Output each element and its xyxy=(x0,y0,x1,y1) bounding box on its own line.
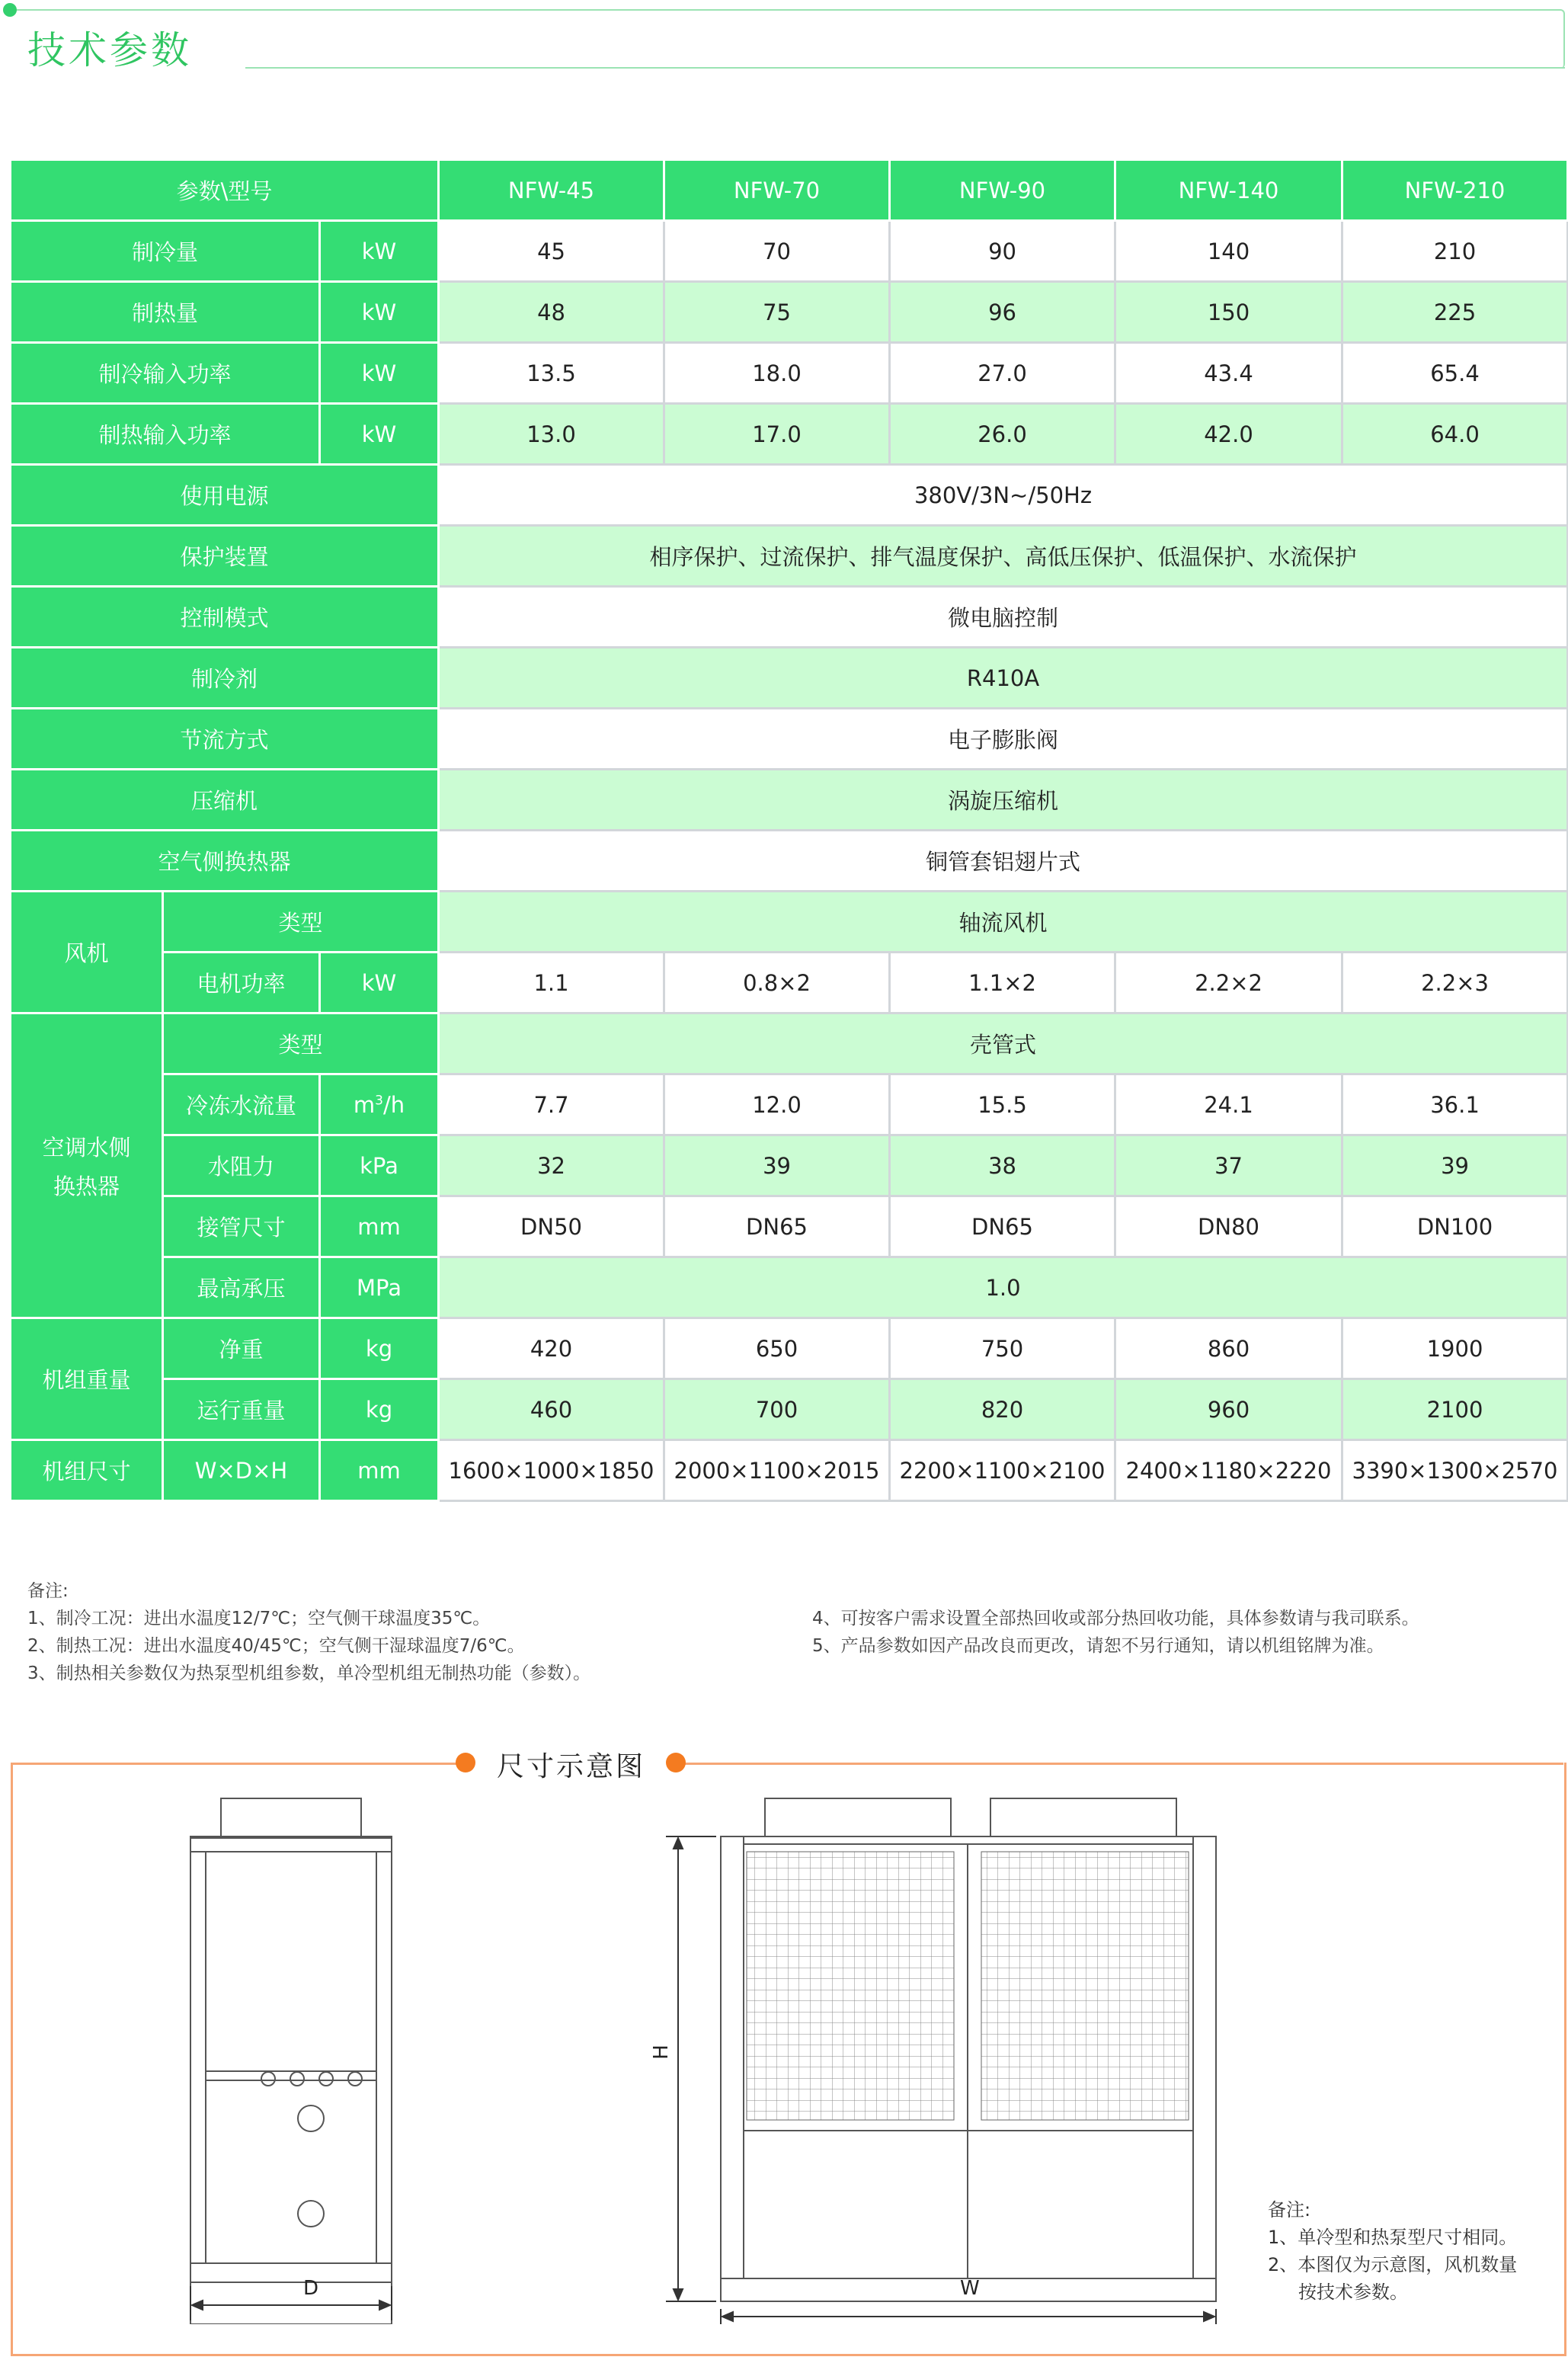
table-cell: 17.0 xyxy=(664,404,890,465)
group-label-size: 机组尺寸 xyxy=(11,1440,163,1501)
table-cell: 43.4 xyxy=(1115,343,1342,404)
diagram-notes-heading: 备注: xyxy=(1268,2199,1311,2221)
table-header-row xyxy=(11,160,1568,221)
coil-grid-right xyxy=(981,1852,1189,2120)
table-row xyxy=(11,1257,1568,1318)
table-cell: 0.8×2 xyxy=(664,953,890,1013)
table-cell: 150 xyxy=(1115,282,1342,343)
table-cell: DN50 xyxy=(439,1196,664,1257)
model-header: NFW-210 xyxy=(1342,160,1568,221)
row-label: 电机功率 xyxy=(163,953,320,1013)
note-item: 1、制冷工况：进出水温度12/7℃；空气侧干球温度35℃。 xyxy=(27,1609,491,1628)
table-row xyxy=(11,343,1568,404)
group-label-fan: 风机 xyxy=(11,892,163,1013)
table-cell: 铜管套铝翅片式 xyxy=(439,831,1568,892)
table-cell: 38 xyxy=(890,1135,1115,1196)
table-cell: 42.0 xyxy=(1115,404,1342,465)
table-row xyxy=(11,221,1568,282)
corner-header: 参数\型号 xyxy=(11,160,439,221)
spec-table xyxy=(9,159,1568,1502)
table-cell: 微电脑控制 xyxy=(439,587,1568,648)
table-cell: 65.4 xyxy=(1342,343,1568,404)
table-cell: 7.7 xyxy=(439,1074,664,1135)
table-cell: DN65 xyxy=(890,1196,1115,1257)
row-unit: mm xyxy=(320,1196,439,1257)
front-view-drawing xyxy=(655,1791,1234,2324)
table-cell: 70 xyxy=(664,221,890,282)
table-cell: 90 xyxy=(890,221,1115,282)
note-item: 4、可按客户需求设置全部热回收或部分热回收功能，具体参数请与我司联系。 xyxy=(812,1609,1419,1628)
row-label: 压缩机 xyxy=(11,770,439,831)
table-cell: 2.2×3 xyxy=(1342,953,1568,1013)
table-row xyxy=(11,1074,1568,1135)
row-label: 接管尺寸 xyxy=(163,1196,320,1257)
header-frame xyxy=(17,9,1565,69)
table-cell: 39 xyxy=(664,1135,890,1196)
table-cell: 48 xyxy=(439,282,664,343)
row-unit: MPa xyxy=(320,1257,439,1318)
row-unit: kW xyxy=(320,953,439,1013)
table-cell: 13.0 xyxy=(439,404,664,465)
row-label: 制热输入功率 xyxy=(11,404,320,465)
table-cell: 18.0 xyxy=(664,343,890,404)
unit-base: m xyxy=(353,1091,376,1118)
table-row xyxy=(11,770,1568,831)
row-label: 水阻力 xyxy=(163,1135,320,1196)
table-cell: 460 xyxy=(439,1379,664,1440)
row-label: 类型 xyxy=(163,1013,439,1074)
row-label: 类型 xyxy=(163,892,439,953)
table-cell: 26.0 xyxy=(890,404,1115,465)
table-cell: 壳管式 xyxy=(439,1013,1568,1074)
dimension-label-w: W xyxy=(960,2277,980,2300)
unit-sup: 3 xyxy=(375,1092,383,1108)
table-cell: 轴流风机 xyxy=(439,892,1568,953)
table-cell: 650 xyxy=(664,1318,890,1379)
diagram-note-item: 2、本图仅为示意图，风机数量 xyxy=(1268,2254,1518,2275)
note-item: 2、制热工况：进出水温度40/45℃；空气侧干湿球温度7/6℃。 xyxy=(27,1636,525,1656)
table-row xyxy=(11,831,1568,892)
row-label: 最高承压 xyxy=(163,1257,320,1318)
row-unit: kW xyxy=(320,282,439,343)
table-cell: 820 xyxy=(890,1379,1115,1440)
table-row xyxy=(11,282,1568,343)
row-unit: kW xyxy=(320,404,439,465)
table-cell: 15.5 xyxy=(890,1074,1115,1135)
table-row xyxy=(11,1440,1568,1501)
table-cell: R410A xyxy=(439,648,1568,709)
row-label: W×D×H xyxy=(163,1440,320,1501)
table-cell: 750 xyxy=(890,1318,1115,1379)
row-label: 制冷输入功率 xyxy=(11,343,320,404)
table-cell: 75 xyxy=(664,282,890,343)
table-cell: 700 xyxy=(664,1379,890,1440)
table-cell: 45 xyxy=(439,221,664,282)
table-cell: 相序保护、过流保护、排气温度保护、高低压保护、低温保护、水流保护 xyxy=(439,526,1568,587)
row-label: 使用电源 xyxy=(11,465,439,526)
diagram-notes xyxy=(1268,2196,1517,2306)
header-rule xyxy=(245,67,1565,69)
table-cell: 860 xyxy=(1115,1318,1342,1379)
dimension-label-h: H xyxy=(649,2045,673,2060)
model-header: NFW-90 xyxy=(890,160,1115,221)
table-cell: DN65 xyxy=(664,1196,890,1257)
table-row xyxy=(11,465,1568,526)
table-cell: 64.0 xyxy=(1342,404,1568,465)
table-cell: 96 xyxy=(890,282,1115,343)
row-label: 冷冻水流量 xyxy=(163,1074,320,1135)
table-cell: 3390×1300×2570 xyxy=(1342,1440,1568,1501)
table-cell: 37 xyxy=(1115,1135,1342,1196)
notes-heading: 备注: xyxy=(27,1581,69,1601)
row-label: 制热量 xyxy=(11,282,320,343)
table-row xyxy=(11,587,1568,648)
table-cell: DN100 xyxy=(1342,1196,1568,1257)
table-cell: 2200×1100×2100 xyxy=(890,1440,1115,1501)
table-row xyxy=(11,709,1568,770)
row-unit: kg xyxy=(320,1379,439,1440)
note-item: 3、制热相关参数仅为热泵型机组参数，单冷型机组无制热功能（参数）。 xyxy=(27,1664,591,1683)
model-header: NFW-45 xyxy=(439,160,664,221)
table-cell: 36.1 xyxy=(1342,1074,1568,1135)
row-label: 空气侧换热器 xyxy=(11,831,439,892)
row-label: 控制模式 xyxy=(11,587,439,648)
notes-left xyxy=(27,1577,590,1687)
group-label-water-exchanger xyxy=(11,1013,163,1318)
table-row xyxy=(11,1379,1568,1440)
table-cell: 2400×1180×2220 xyxy=(1115,1440,1342,1501)
table-row xyxy=(11,1196,1568,1257)
table-cell: 2000×1100×2015 xyxy=(664,1440,890,1501)
row-unit: kW xyxy=(320,221,439,282)
coil-grid-left xyxy=(747,1852,954,2120)
table-cell: 960 xyxy=(1115,1379,1342,1440)
table-cell: 27.0 xyxy=(890,343,1115,404)
row-label: 制冷剂 xyxy=(11,648,439,709)
table-cell: 12.0 xyxy=(664,1074,890,1135)
row-label: 保护装置 xyxy=(11,526,439,587)
table-cell: 13.5 xyxy=(439,343,664,404)
group-label-weight: 机组重量 xyxy=(11,1318,163,1440)
table-row xyxy=(11,1013,1568,1074)
table-cell: 电子膨胀阀 xyxy=(439,709,1568,770)
table-cell: 140 xyxy=(1115,221,1342,282)
table-cell: 32 xyxy=(439,1135,664,1196)
model-header: NFW-140 xyxy=(1115,160,1342,221)
table-cell: DN80 xyxy=(1115,1196,1342,1257)
row-label: 净重 xyxy=(163,1318,320,1379)
row-unit: mm xyxy=(320,1440,439,1501)
row-label: 制冷量 xyxy=(11,221,320,282)
row-unit xyxy=(320,1074,439,1135)
row-unit: kPa xyxy=(320,1135,439,1196)
model-header: NFW-70 xyxy=(664,160,890,221)
table-cell: 225 xyxy=(1342,282,1568,343)
row-unit: kg xyxy=(320,1318,439,1379)
table-cell: 24.1 xyxy=(1115,1074,1342,1135)
table-cell: 1900 xyxy=(1342,1318,1568,1379)
row-label: 节流方式 xyxy=(11,709,439,770)
table-row xyxy=(11,892,1568,953)
note-item: 5、产品参数如因产品改良而更改，请恕不另行通知，请以机组铭牌为准。 xyxy=(812,1636,1384,1656)
table-cell: 380V/3N~/50Hz xyxy=(439,465,1568,526)
unit-tail: /h xyxy=(382,1091,405,1118)
diagram-frame-top-left xyxy=(11,1763,459,1765)
table-cell: 420 xyxy=(439,1318,664,1379)
diagram-frame-top-right xyxy=(678,1763,1563,1765)
table-cell: 1.0 xyxy=(439,1257,1568,1318)
dimension-label-d: D xyxy=(303,2277,319,2300)
table-row xyxy=(11,648,1568,709)
table-cell: 210 xyxy=(1342,221,1568,282)
table-row xyxy=(11,1135,1568,1196)
notes-right xyxy=(812,1605,1419,1660)
row-label: 运行重量 xyxy=(163,1379,320,1440)
header-dot-icon xyxy=(3,3,17,17)
table-cell: 涡旋压缩机 xyxy=(439,770,1568,831)
table-row xyxy=(11,404,1568,465)
diagram-note-item: 1、单冷型和热泵型尺寸相同。 xyxy=(1268,2227,1518,2248)
table-row xyxy=(11,1318,1568,1379)
table-cell: 2100 xyxy=(1342,1379,1568,1440)
group-label-line: 空调水侧 xyxy=(42,1134,131,1161)
table-row xyxy=(11,953,1568,1013)
diagram-title: 尺寸示意图 xyxy=(497,1751,646,1782)
table-cell: 1.1 xyxy=(439,953,664,1013)
side-view-drawing xyxy=(175,1791,465,2324)
table-cell: 39 xyxy=(1342,1135,1568,1196)
diagram-note-item: 按技术参数。 xyxy=(1298,2282,1408,2303)
table-row xyxy=(11,526,1568,587)
table-cell: 1600×1000×1850 xyxy=(439,1440,664,1501)
title-dot-icon xyxy=(666,1753,686,1772)
group-label-line: 换热器 xyxy=(53,1173,120,1199)
table-cell: 2.2×2 xyxy=(1115,953,1342,1013)
row-unit: kW xyxy=(320,343,439,404)
table-cell: 1.1×2 xyxy=(890,953,1115,1013)
page-title: 技术参数 xyxy=(27,28,192,72)
title-dot-icon xyxy=(456,1753,475,1772)
